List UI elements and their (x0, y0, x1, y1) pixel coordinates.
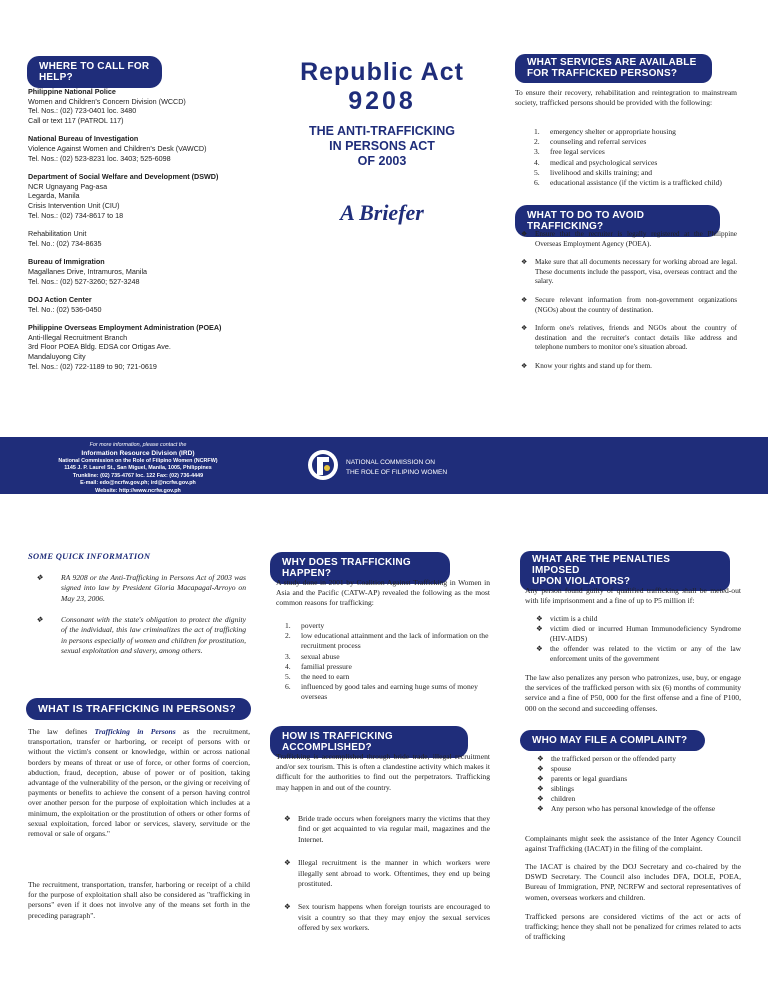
what-is-p2: The recruitment, transportation, transfer, harboring or receipt of a child for the purpose of exploitation shall also be considered as "trafficking in persons" even if it does not involve any of the means set forth in the preceding paragraph". (28, 880, 250, 920)
bullet-item (537, 804, 737, 814)
list-item-number: 5. (534, 167, 540, 177)
contact-line: Tel. Nos.: (02) 734-8617 to 18 (28, 210, 124, 220)
services-heading (515, 54, 712, 83)
complaint-list (537, 754, 737, 814)
diamond-bullet-icon: ❖ (536, 644, 543, 653)
complaint-p2: The IACAT is chaired by the DOJ Secretary and co-chaired by the DSWD Secretary. The Council also includes DFA, DOLE, POEA, Bureau of Immigration, PNP, NCRFW and sectoral representatives of women, overseas workers and children. (525, 862, 741, 902)
bullet-item (537, 764, 737, 774)
avoid-heading: WHAT TO DO TO AVOID TRAFFICKING? (515, 205, 720, 237)
bullet-item-text: the offender was related to the victim or any of the law enforcement units of the government (550, 644, 741, 663)
list-item (285, 652, 490, 662)
list-item-text: poverty (301, 621, 325, 630)
list-item-number: 3. (285, 651, 291, 661)
quick-info-p2-text: Consonant with the state's obligation to protect the dignity of the individual, this law criminalizes the act of trafficking in persons especially of women and children for prostitution, sexual exploitation and slavery, among others. (61, 615, 246, 656)
contact-line: 3rd Floor POEA Bldg. EDSA cor Ortigas Ave. (28, 342, 171, 352)
list-item-number: 4. (534, 157, 540, 167)
list-item-number: 5. (285, 672, 291, 682)
list-item-number: 6. (534, 178, 540, 188)
list-item-number: 3. (534, 147, 540, 157)
list-item-text: emergency shelter or appropriate housing (550, 127, 676, 136)
quick-info-p2 (36, 615, 246, 657)
services-heading-line2: FOR TRAFFICKED PERSONS? (527, 68, 678, 79)
how-heading: HOW IS TRAFFICKING ACCOMPLISHED? (270, 726, 468, 758)
cover-briefer: A Briefer (340, 200, 424, 225)
services-list (534, 127, 744, 188)
why-list (285, 621, 490, 703)
diamond-bullet-icon: ❖ (536, 624, 543, 633)
quick-info-p1 (36, 573, 246, 604)
cover-subtitle-line1: THE ANTI-TRAFFICKING (308, 124, 456, 138)
list-item (285, 662, 490, 672)
contact-org: Department of Social Welfare and Development (DSWD) (28, 172, 219, 182)
banner-line3: National Commission on the Role of Filipino Women (NCRFW) (58, 457, 218, 464)
contact-block (28, 172, 238, 220)
diamond-bullet-icon: ❖ (537, 774, 544, 783)
bullet-item-text: Know your rights and stand up for them. (535, 361, 652, 370)
contact-org: Bureau of Immigration (28, 257, 105, 267)
contact-org: Philippine Overseas Employment Administration (POEA) (28, 323, 222, 333)
penalties-heading-line1: WHAT ARE THE PENALTIES IMPOSED (532, 554, 671, 576)
what-is-p1-a: The law defines (28, 727, 95, 736)
contact-line: Crisis Intervention Unit (CIU) (28, 200, 120, 210)
what-is-term: Trafficking in Persons (94, 727, 176, 736)
bullet-item-text: the trafficked person or the offended party (551, 754, 676, 763)
list-item (534, 127, 744, 137)
diamond-bullet-icon: ❖ (284, 814, 291, 823)
list-item (285, 682, 490, 702)
banner-line5: Trunkline: (02) 735-4767 loc. 122 Fax: (02) 736-4449 (72, 472, 204, 479)
contact-org: DOJ Action Center (28, 295, 92, 305)
list-item-text: sexual abuse (301, 651, 340, 661)
cover-subtitle-line3: OF 2003 (357, 154, 407, 168)
services-intro: To ensure their recovery, rehabilitation and reintegration to mainstream society, trafficked persons should be provided with the following: (515, 88, 737, 108)
contact-org: Philippine National Police (28, 87, 116, 96)
bullet-item-text: parents or legal guardians (551, 774, 628, 783)
bullet-item-text: Secure relevant information from non-government organizations (NGOs) about the country of destination. (535, 295, 737, 314)
banner-commission-line1: NATIONAL COMMISSION ON (346, 459, 436, 466)
contact-line: Legarda, Manila (28, 191, 80, 201)
bullet-item-text: Sex tourism happens when foreign tourists are encouraged to visit a country so that they may enjoy the sexual services offered by sex workers. (298, 902, 490, 933)
diamond-bullet-icon: ❖ (36, 615, 43, 624)
bullet-item (284, 902, 490, 933)
complaint-p3: Trafficked persons are considered victims of the act or acts of trafficking; hence they shall not be penalized for crimes related to acts of trafficking (525, 912, 741, 942)
contact-line: Tel. No.: (02) 734-8635 (28, 238, 102, 248)
bullet-item-text: Any person who has personal knowledge of the offense (551, 804, 716, 813)
bullet-item (537, 784, 737, 794)
bullet-item (537, 794, 737, 804)
diamond-bullet-icon: ❖ (521, 258, 528, 267)
bullet-item (537, 774, 737, 784)
bullet-item-text: spouse (551, 764, 572, 773)
bullet-item-text: victim is a child (550, 614, 598, 623)
list-item-text: livelihood and skills training; and (550, 167, 653, 177)
list-item-number: 1. (285, 621, 291, 630)
contact-line: Tel. Nos.: (02) 523-8231 loc. 3403; 525-6098 (28, 153, 171, 163)
diamond-bullet-icon: ❖ (521, 324, 528, 333)
bullet-item (537, 754, 737, 764)
bullet-item (284, 858, 490, 889)
list-item-number: 1. (534, 127, 540, 136)
list-item-text: influenced by good tales and earning huge sums of money overseas (301, 682, 478, 702)
diamond-bullet-icon: ❖ (284, 902, 291, 912)
what-is-heading: WHAT IS TRAFFICKING IN PERSONS? (26, 698, 251, 720)
diamond-bullet-icon: ❖ (537, 794, 544, 803)
diamond-bullet-icon: ❖ (537, 764, 544, 773)
list-item (534, 147, 744, 157)
bullet-item-text: victim died or incurred Human Immunodeficiency Syndrome (HIV-AIDS) (550, 624, 741, 643)
diamond-bullet-icon: ❖ (521, 295, 528, 304)
bullet-item (521, 324, 737, 353)
contact-line: Tel. Nos.: (02) 722-1189 to 90; 721-0619 (28, 361, 157, 371)
list-item (534, 158, 744, 168)
diamond-bullet-icon: ❖ (537, 754, 544, 763)
list-item-text: educational assistance (if the victim is a trafficked child) (550, 178, 722, 188)
bullet-item (536, 644, 741, 664)
list-item (534, 137, 744, 147)
banner-commission (346, 458, 447, 478)
contact-block (28, 257, 238, 286)
list-item-number: 4. (285, 661, 291, 671)
diamond-bullet-icon: ❖ (521, 230, 528, 238)
services-heading-line1: WHAT SERVICES ARE AVAILABLE (527, 57, 697, 68)
bullet-item-text: Make sure that all documents necessary for working abroad are legal. These documents include the passport, visa, overseas contract and the salary. (535, 258, 737, 286)
bullet-item-text: siblings (551, 784, 574, 793)
banner-line2: Information Resource Division (IRD) (81, 449, 195, 457)
cover-subtitle-line2: IN PERSONS ACT (329, 139, 435, 153)
why-heading: WHY DOES TRAFFICKING HAPPEN? (270, 552, 450, 584)
diamond-bullet-icon: ❖ (521, 361, 528, 370)
diamond-bullet-icon: ❖ (36, 573, 43, 582)
cover-title-line2: 9208 (348, 87, 416, 115)
avoid-list (521, 230, 737, 381)
list-item-text: counseling and referral services (550, 137, 647, 147)
diamond-bullet-icon: ❖ (284, 858, 291, 868)
penalties-heading (520, 551, 730, 591)
contact-block (28, 323, 238, 371)
banner-line4: 1145 J. P. Laurel St., San Miguel, Manila, 1005, Philippines (64, 465, 212, 471)
list-item (534, 168, 744, 178)
list-item (534, 178, 744, 188)
bullet-item (536, 614, 741, 624)
cover-title-line1: Republic Act (300, 58, 464, 86)
contact-line: NCR Ugnayang Pag-asa (28, 181, 108, 191)
list-item (285, 621, 490, 631)
what-is-p1-b: as the recruitment, transportation, transfer or harboring, or receipt of persons with or without the victim's consent or knowledge, within or across national borders by means of threat or use of force, or other forms of coercion, abduction, fraud, deception, abuse of power or of position, taking advantage of the vulnerability of the person, or the giving or receiving of payments or benefits to achieve the consent of a person having control over another person for the purpose of exploitation which includes at a minimum, the exploitation or the prostitution of others or other forms of sexual exploitation, forced labor or services, slavery, servitude or the removal or sale of organs." (28, 727, 250, 839)
banner-commission-line2: THE ROLE OF FILIPINO WOMEN (346, 469, 448, 476)
complaint-p1: Complainants might seek the assistance of the Inter Agency Council against Trafficking (IACAT) in the filing of the complaint. (525, 834, 741, 854)
contact-org: National Bureau of Investigation (28, 134, 139, 144)
contact-line: Magallanes Drive, Intramuros, Manila (28, 266, 148, 276)
list-item-number: 6. (285, 682, 291, 692)
list-item (285, 631, 490, 651)
contact-line: Rehabilitation Unit (28, 229, 87, 239)
banner-line7: Website: http://www.ncrfw.gov.ph (95, 487, 181, 494)
list-item (285, 672, 490, 682)
bullet-item (521, 230, 737, 249)
ncrfw-logo-icon (307, 448, 339, 482)
contact-line: Tel. Nos.: (02) 723-0401 loc. 3480 (28, 106, 137, 116)
penalties-list (536, 614, 741, 664)
banner-line1: For more information, please contact the (89, 442, 187, 448)
banner-line6: E-mail: edo@ncrfw.gov.ph; ird@ncrfw.gov.ph (80, 480, 196, 486)
penalties-p2: The law also penalizes any person who patronizes, use, buy, or engage the services of the trafficked person with six (6) months of community service and a fine of P50, 000 for the first offense and a fine of P100, 000 on the second and succeeding offenses. (525, 673, 741, 713)
how-list (284, 814, 490, 947)
contact-line: Mandaluyong City (28, 352, 86, 362)
list-item-text: free legal services (550, 147, 605, 157)
bullet-item-text: Ensure that the recruiter is legally registered at the Philippine Overseas Employment Agency (POEA). (535, 230, 737, 248)
bullet-item (521, 258, 737, 287)
penalties-intro: Any person found guilty of qualified trafficking shall be meted-out with life imprisonment and a fine of up to P5 million if: (525, 586, 741, 606)
contact-line: Call or text 117 (PATROL 117) (28, 115, 124, 125)
cover (262, 58, 502, 169)
contact-block (28, 134, 238, 163)
bullet-item-text: children (551, 794, 576, 803)
contact-block (28, 295, 238, 314)
diamond-bullet-icon: ❖ (537, 804, 544, 813)
contact-line: Women and Children's Concern Division (WCCD) (28, 96, 186, 106)
contact-line: Tel. No.: (02) 536-0450 (28, 304, 102, 314)
list-item-text: the need to earn (301, 672, 350, 682)
where-to-call-heading: WHERE TO CALL FOR HELP? (27, 56, 162, 88)
contact-block (28, 229, 238, 248)
contact-line: Tel. Nos.: (02) 527-3260; 527-3248 (28, 276, 140, 286)
list-item-number: 2. (285, 631, 291, 641)
diamond-bullet-icon: ❖ (537, 784, 544, 793)
contact-block (28, 87, 238, 125)
bullet-item (536, 624, 741, 644)
penalties-heading-line2: UPON VIOLATORS? (532, 576, 631, 587)
bullet-item-text: Inform one's relatives, friends and NGOs about the country of destination and the recruiter's contact details like address and telephone numbers to monitor one's situation abroad. (535, 324, 737, 352)
quick-info-heading: SOME QUICK INFORMATION (28, 551, 151, 561)
list-item-text: medical and psychological services (550, 157, 658, 167)
list-item-text: low educational attainment and the lack of information on the recruitment process (301, 631, 489, 651)
complaint-heading: WHO MAY FILE A COMPLAINT? (520, 730, 705, 751)
contact-line: Anti-Illegal Recruitment Branch (28, 332, 128, 342)
how-intro: Trafficking is accomplished through bride trade, illegal recruitment and/or sex tourism. This is often a clandestine activity which makes it difficult for the authorities to find out the perpetrators. Trafficking may happen in and out of the country. (276, 752, 490, 792)
contact-list (28, 87, 238, 380)
quick-info-p1-text: RA 9208 or the Anti-Trafficking in Persons Act of 2003 was signed into law by President Gloria Macapagal-Arroyo on May 23, 2006. (61, 573, 246, 603)
list-item-text: familial pressure (301, 661, 352, 671)
contact-line: Violence Against Women and Children's Desk (VAWCD) (28, 143, 207, 153)
banner-contact (22, 442, 254, 495)
what-is-p1 (28, 727, 250, 839)
info-banner (0, 437, 768, 494)
list-item-number: 2. (534, 137, 540, 147)
diamond-bullet-icon: ❖ (536, 614, 543, 623)
bullet-item (284, 814, 490, 845)
bullet-item (521, 362, 737, 372)
bullet-item (521, 296, 737, 315)
why-intro: A study done in 2001 by Coalition Against Trafficking in Women in Asia and the Pacific (CATW-AP) revealed the following as the most common reasons for trafficking: (276, 578, 490, 608)
bullet-item-text: Bride trade occurs when foreigners marry the victims that they find or get acquainted to via regular mail, magazines and the Internet. (298, 814, 490, 844)
bullet-item-text: Illegal recruitment is the manner in which workers were illegally sent abroad to work. Oftentimes, they end up being prostituted. (298, 858, 490, 889)
